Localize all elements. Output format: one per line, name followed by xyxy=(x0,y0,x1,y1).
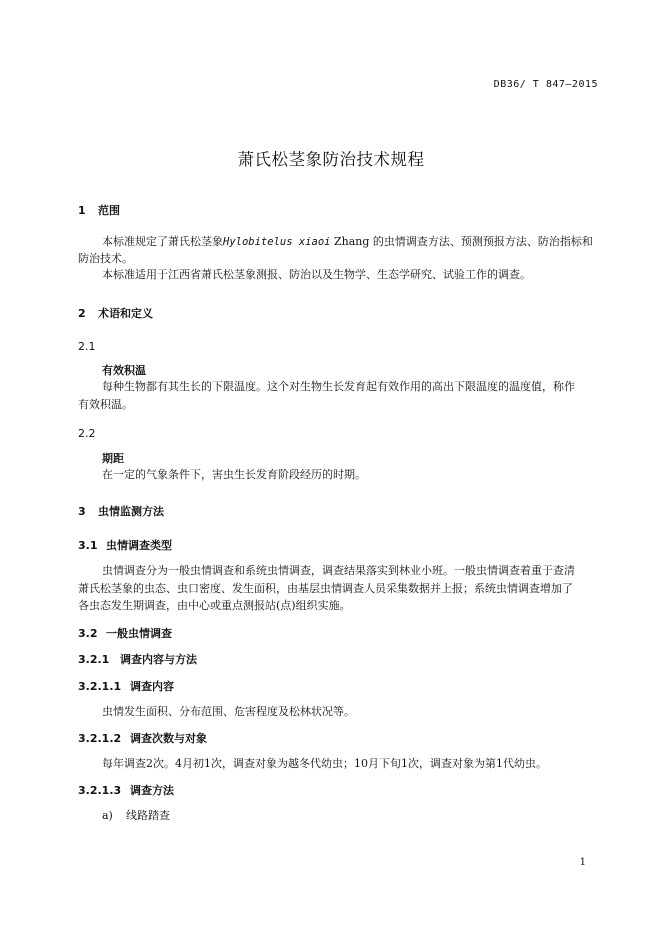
section-label: 虫情调查类型 xyxy=(106,539,172,552)
clause-number: 2.1 xyxy=(78,340,96,353)
section-number: 2 xyxy=(78,307,86,320)
paragraph: 每年调查2次。4月初1次，调查对象为越冬代幼虫；10月下旬1次，调查对象为第1代幼虫。 xyxy=(102,757,547,770)
section-number: 3.2.1.2 xyxy=(78,732,122,745)
section-label: 虫情监测方法 xyxy=(98,505,164,518)
section-number: 3.2.1.1 xyxy=(78,680,122,693)
section-label: 术语和定义 xyxy=(98,307,153,320)
document-title: 萧氏松茎象防治技术规程 xyxy=(237,150,425,169)
definition: 在一定的气象条件下，害虫生长发育阶段经历的时期。 xyxy=(102,468,366,481)
section-2-heading xyxy=(78,305,153,321)
subsection-3-2-heading xyxy=(78,625,172,641)
species-name: Hylobitelus xiaoi xyxy=(223,236,331,248)
page-number: 1 xyxy=(579,857,586,868)
section-number: 3 xyxy=(78,505,86,518)
subsection-3-2-1-2-heading xyxy=(78,730,207,746)
subsection-3-1-heading xyxy=(78,537,172,553)
document-code: DB36/ T 847—2015 xyxy=(493,79,598,90)
section-number: 3.2.1 xyxy=(78,653,110,666)
section-label: 调查内容与方法 xyxy=(120,653,197,666)
list-marker: a) xyxy=(102,809,113,822)
paragraph-cont: 防治技术。 xyxy=(78,252,133,265)
paragraph: 本标准适用于江西省萧氏松茎象测报、防治以及生物学、生态学研究、试验工作的调查。 xyxy=(102,268,531,281)
subsection-3-2-1-1-heading xyxy=(78,678,174,694)
section-1-heading xyxy=(78,202,120,218)
subsection-3-2-1-heading xyxy=(78,651,197,667)
section-label: 范围 xyxy=(98,204,120,217)
clause-number: 2.2 xyxy=(78,427,96,440)
definition: 每种生物都有其生长的下限温度。这个对生物生长发育起有效作用的高出下限温度的温度值，称作 xyxy=(102,380,575,393)
term-heading: 期距 xyxy=(102,452,124,465)
section-label: 一般虫情调查 xyxy=(106,627,172,640)
definition-cont: 有效积温。 xyxy=(78,398,133,411)
subsection-3-2-1-3-heading xyxy=(78,782,174,798)
paragraph: 虫情调查分为一般虫情调查和系统虫情调查，调查结果落实到林业小班。一般虫情调查着重于查清 xyxy=(102,564,575,577)
text-span: 本标准规定了萧氏松茎象 xyxy=(102,235,223,248)
paragraph: 虫情发生面积、分布范围、危害程度及松林状况等。 xyxy=(102,705,355,718)
paragraph-cont: 萧氏松茎象的虫态、虫口密度、发生面积，由基层虫情调查人员采集数据并上报；系统虫情调查增加了 xyxy=(78,582,573,595)
section-number: 3.1 xyxy=(78,539,98,552)
paragraph xyxy=(102,233,593,251)
term-heading: 有效积温 xyxy=(102,364,146,377)
section-label: 调查内容 xyxy=(130,680,174,693)
section-number: 1 xyxy=(78,204,86,217)
list-item xyxy=(102,807,170,824)
section-3-heading xyxy=(78,503,164,519)
section-number: 3.2.1.3 xyxy=(78,784,122,797)
section-number: 3.2 xyxy=(78,627,98,640)
text-span: Zhang 的虫情调查方法、预测预报方法、防治指标和 xyxy=(330,235,593,248)
paragraph-cont: 各虫态发生期调查，由中心或重点测报站(点)组织实施。 xyxy=(78,599,351,612)
section-label: 调查次数与对象 xyxy=(130,732,207,745)
list-item-text: 线路踏查 xyxy=(126,809,170,822)
section-label: 调查方法 xyxy=(130,784,174,797)
